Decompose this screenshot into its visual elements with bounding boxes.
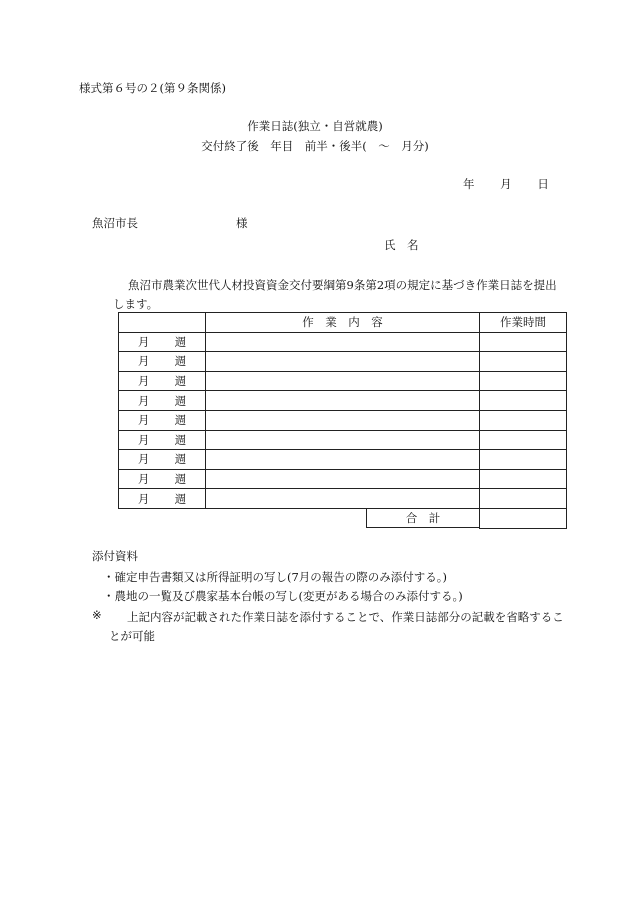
week-unit: 週 [174,393,187,408]
period-cell [119,410,206,430]
month-unit: 月 [137,413,150,428]
month-unit: 月 [137,374,150,389]
period-cell [119,371,206,391]
period-cell [119,430,206,450]
table-row [119,391,567,411]
work-content-cell[interactable] [206,430,480,450]
period-cell [119,332,206,352]
header-period [119,313,206,333]
work-content-cell[interactable] [206,410,480,430]
table-row [119,332,567,352]
period-cell [119,469,206,489]
date-line [463,177,549,191]
table-header-row [119,313,567,333]
month-unit: 月 [137,491,150,506]
week-unit: 週 [174,452,187,467]
week-unit: 週 [174,413,187,428]
addressee: 魚沼市長 [92,216,138,230]
total-blank-cell [119,508,206,528]
work-content-cell[interactable] [206,371,480,391]
work-hours-cell[interactable] [480,371,567,391]
header-work-content: 作 業 内 容 [206,313,480,333]
period-cell [119,391,206,411]
week-unit: 週 [174,334,187,349]
document-subtitle: 交付終了後 年目 前半・後半( ～ 月分) [201,139,429,153]
note-text: 上記内容が記載された作業日誌を添付することで、作業日誌部分の記載を省略することが可能 [109,610,564,643]
month-unit: 月 [137,452,150,467]
week-unit: 週 [174,472,187,487]
header-work-hours: 作業時間 [480,313,567,333]
document-title: 作業日誌(独立・自営就農) [247,119,383,133]
total-label: 合 計 [366,509,479,528]
table-row [119,430,567,450]
work-hours-cell[interactable] [480,391,567,411]
work-log-table [118,312,567,529]
work-content-cell[interactable] [206,469,480,489]
table-row [119,450,567,470]
work-content-cell[interactable] [206,332,480,352]
work-hours-cell[interactable] [480,450,567,470]
month-unit: 月 [137,354,150,369]
work-hours-cell[interactable] [480,489,567,509]
work-hours-cell[interactable] [480,352,567,372]
month-unit: 月 [137,393,150,408]
work-hours-cell[interactable] [480,430,567,450]
work-content-cell[interactable] [206,450,480,470]
week-unit: 週 [174,491,187,506]
period-cell [119,489,206,509]
work-content-cell[interactable] [206,391,480,411]
attachments-title: 添付資料 [92,549,138,563]
week-unit: 週 [174,374,187,389]
total-row [119,508,567,528]
form-number-label: 様式第６号の２(第９条関係) [79,81,226,95]
work-content-cell[interactable] [206,489,480,509]
work-content-cell[interactable] [206,352,480,372]
total-label-container [206,508,480,528]
table-row [119,489,567,509]
year-label: 年 [463,177,475,191]
month-unit: 月 [137,432,150,447]
week-unit: 週 [174,432,187,447]
table-row [119,371,567,391]
month-unit: 月 [137,472,150,487]
day-label: 日 [537,177,549,191]
work-hours-cell[interactable] [480,410,567,430]
attachment-item: ・確定申告書類又は所得証明の写し(7月の報告の際のみ添付する。) [103,570,448,584]
total-hours-cell[interactable] [480,508,567,528]
week-unit: 週 [174,354,187,369]
period-cell [119,450,206,470]
applicant-name-label: 氏 名 [384,238,419,252]
honorific: 様 [236,216,248,230]
month-unit: 月 [137,334,150,349]
note-mark: ※ [92,608,102,622]
attachment-item: ・農地の一覧及び農家基本台帳の写し(変更がある場合のみ添付する。) [103,589,463,603]
work-hours-cell[interactable] [480,332,567,352]
month-label: 月 [500,177,512,191]
intro-paragraph: 魚沼市農業次世代人材投資資金交付要綱第9条第2項の規定に基づき作業日誌を提出します。 [113,278,557,311]
table-row [119,410,567,430]
table-row [119,352,567,372]
table-row [119,469,567,489]
work-hours-cell[interactable] [480,469,567,489]
period-cell [119,352,206,372]
